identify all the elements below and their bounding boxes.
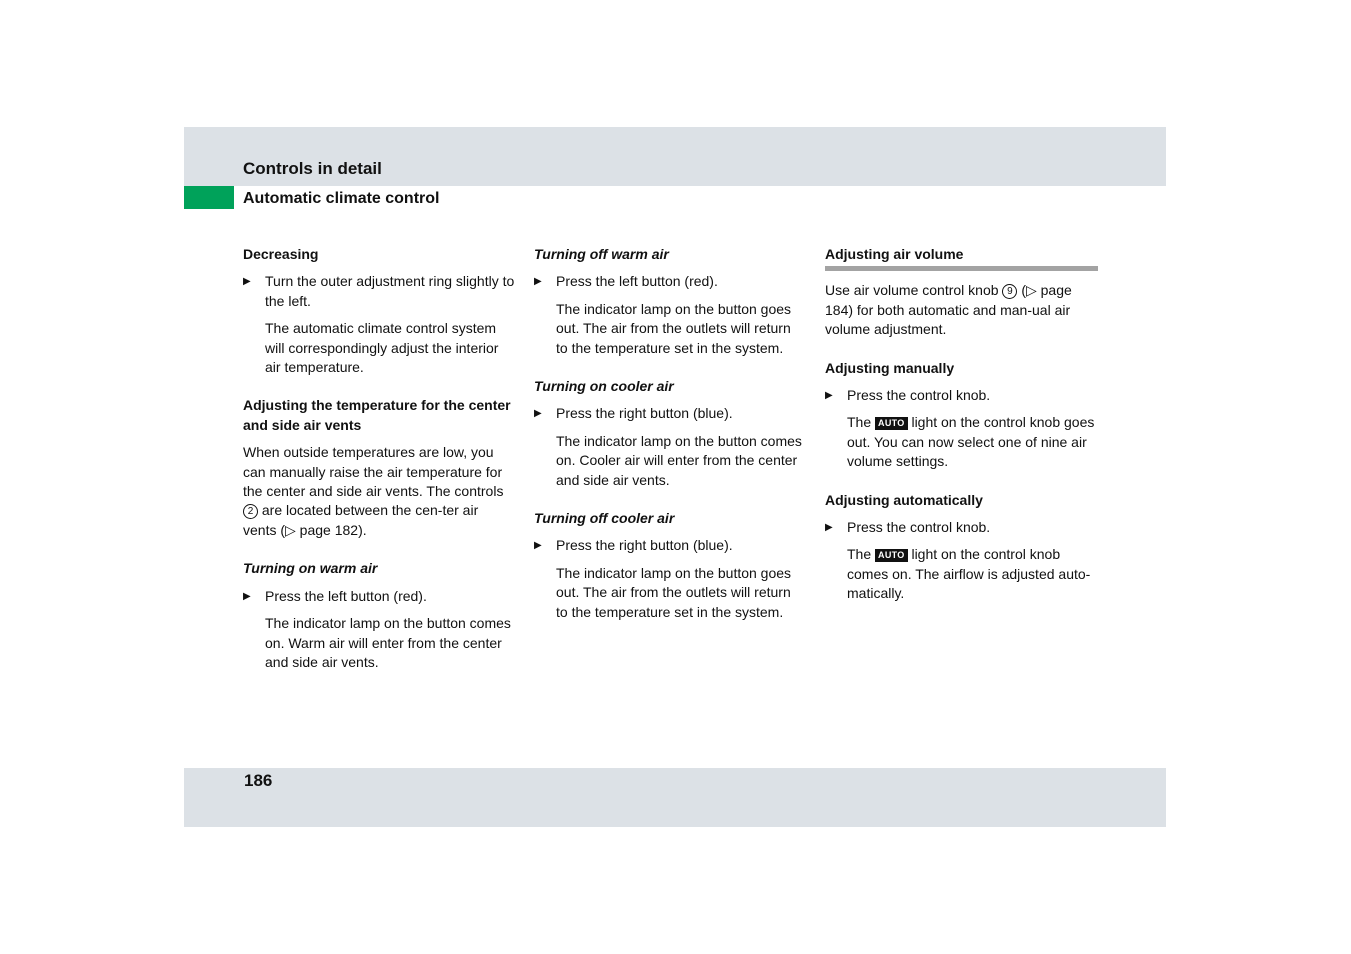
decreasing-step [243, 272, 515, 311]
step-text: Press the control knob. [847, 387, 991, 404]
warm-off-result: The indicator lamp on the button goes out. The air from the outlets will return to the temperature set in the system. [556, 300, 792, 356]
cool-off-step [534, 536, 806, 555]
volume-body [825, 281, 1097, 339]
auto-button-icon: AUTO [875, 417, 908, 430]
page-number: 186 [244, 771, 273, 790]
bullet-icon: ▶ [243, 590, 251, 602]
manual-result-post: light on the control knob goes out. You can now select one of nine air volume settings. [847, 414, 1095, 470]
decreasing-result: The automatic climate control system will correspondingly adjust the interior air temperature. [265, 320, 499, 376]
auto-heading: Adjusting automatically [825, 491, 983, 508]
cool-on-result: The indicator lamp on the button comes on. Cooler air will enter from the center and side air vents. [556, 432, 802, 488]
bullet-icon: ▶ [825, 390, 833, 402]
cool-off-result: The indicator lamp on the button goes out. The air from the outlets will return to the temperature set in the system. [556, 564, 792, 620]
adjust-body-part-1: When outside temperatures are low, you can manually raise the air temperature for the center and side air vents. The controls [243, 444, 504, 500]
step-text: Press the right button (blue). [556, 537, 733, 554]
subsection-title: Automatic climate control [243, 190, 440, 207]
step-text: Press the left button (red). [556, 273, 718, 290]
cool-off-heading: Turning off cooler air [534, 510, 675, 527]
ref-2-icon: 2 [243, 504, 258, 519]
warm-on-step [243, 587, 515, 606]
bullet-icon: ▶ [243, 276, 251, 288]
adjust-body-part-2: are located between the cen-ter air vents (▷ page 182). [243, 502, 479, 538]
bullet-icon: ▶ [534, 540, 542, 552]
column-3 [825, 245, 1097, 604]
section-title: Controls in detail [243, 159, 382, 178]
cool-on-step [534, 404, 806, 423]
step-text: Press the right button (blue). [556, 405, 733, 422]
warm-off-step [534, 272, 806, 291]
bullet-icon: ▶ [534, 276, 542, 288]
step-text: Press the left button (red). [265, 587, 427, 604]
auto-result-pre: The [847, 546, 872, 563]
auto-result-post: light on the control knob comes on. The airflow is adjusted auto-matically. [847, 546, 1091, 602]
manual-step [825, 386, 1097, 405]
warm-off-heading: Turning off warm air [534, 246, 669, 262]
section-marker [184, 186, 234, 209]
volume-body-part-1: Use air volume control knob [825, 282, 999, 299]
manual-result [825, 413, 1097, 471]
ref-9-icon: 9 [1002, 284, 1017, 299]
auto-step [825, 518, 1097, 537]
adjust-body [243, 443, 515, 540]
cool-on-heading: Turning on cooler air [534, 378, 674, 395]
warm-on-heading: Turning on warm air [243, 560, 378, 577]
auto-button-icon: AUTO [875, 549, 908, 562]
column-2 [534, 245, 806, 622]
manual-heading: Adjusting manually [825, 359, 955, 376]
footer-band [184, 768, 1166, 827]
step-text: Press the control knob. [847, 519, 991, 536]
step-text: Turn the outer adjustment ring slightly to the left. [265, 273, 515, 309]
adjust-heading: Adjusting the temperature for the center and side air vents [243, 397, 511, 433]
manual-result-pre: The [847, 414, 872, 431]
volume-heading: Adjusting air volume [825, 245, 1098, 271]
decreasing-heading: Decreasing [243, 246, 319, 262]
auto-result [825, 545, 1097, 603]
volume-body-part-2: (▷ page 184) for both automatic and man-ual air volume adjustment. [825, 282, 1072, 338]
bullet-icon: ▶ [534, 408, 542, 420]
warm-on-result: The indicator lamp on the button comes on. Warm air will enter from the center and side air vents. [265, 615, 511, 670]
bullet-icon: ▶ [825, 522, 833, 534]
column-1 [243, 245, 515, 672]
